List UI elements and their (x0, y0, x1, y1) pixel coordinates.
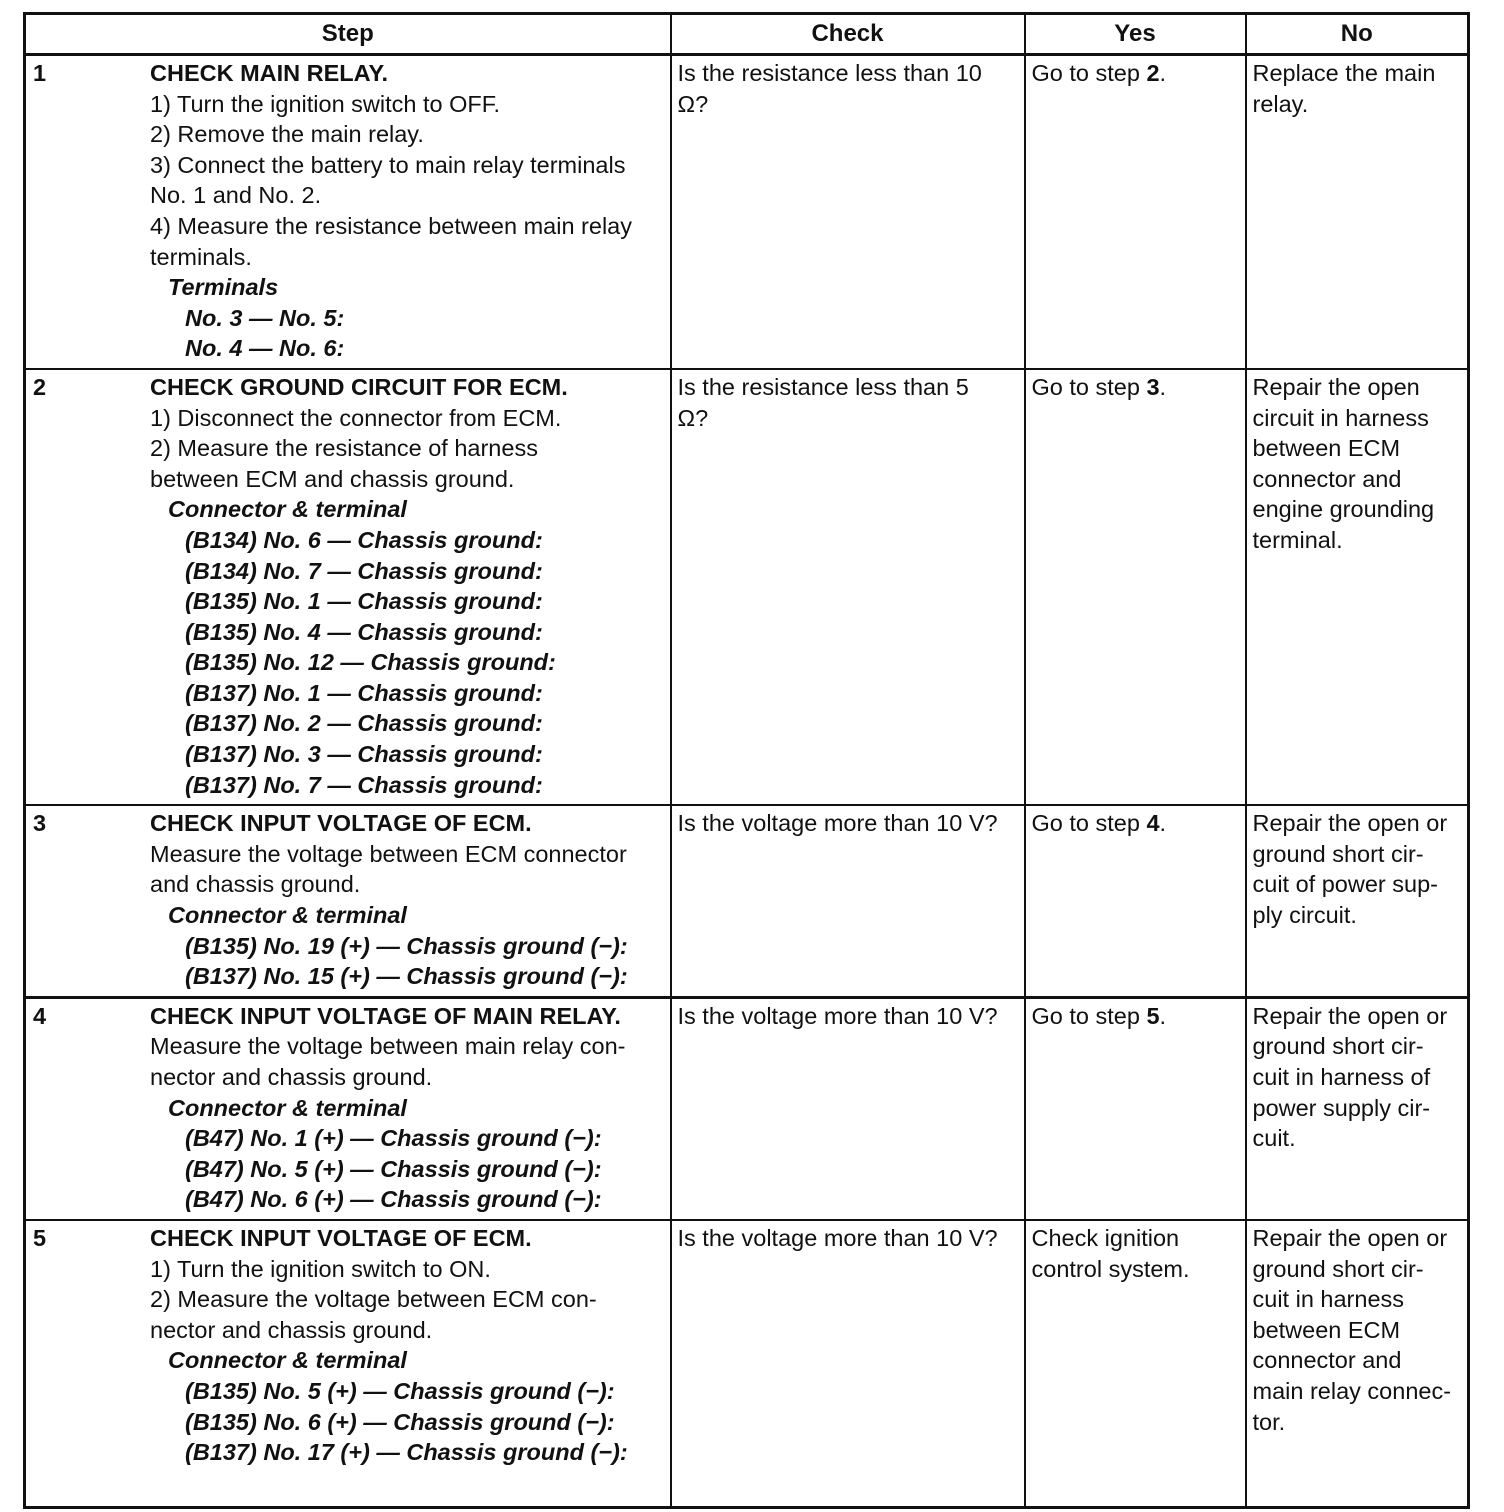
yes-step-ref: 2 (1146, 60, 1160, 86)
spec-line: (B137) No. 1 — Chassis ground: (185, 679, 543, 706)
no-line: Repair the open or (1252, 1002, 1448, 1029)
no-line: connector and (1252, 1347, 1402, 1374)
check-cell (671, 1220, 1025, 1508)
table-row (25, 805, 1469, 997)
yes-cell (1025, 997, 1246, 1220)
step-line: 2) Measure the voltage between ECM con- (150, 1286, 597, 1313)
step-line: 4) Measure the resistance between main relay (150, 212, 632, 239)
yes-step-ref: 4 (1146, 810, 1160, 837)
spec-line: (B134) No. 6 — Chassis ground: (185, 526, 543, 553)
spec-line: (B135) No. 12 — Chassis ground: (185, 649, 556, 676)
step-line: between ECM and chassis ground. (150, 465, 515, 492)
spec-line: (B135) No. 19 (+) — Chassis ground (−): (185, 932, 628, 959)
step-cell (25, 805, 671, 997)
step-line: 1) Turn the ignition switch to OFF. (150, 90, 501, 117)
no-line: relay. (1252, 90, 1309, 117)
no-cell (1246, 805, 1469, 997)
check-line: Is the resistance less than 5 (677, 373, 969, 400)
step-line: Measure the voltage between ECM connector (150, 840, 627, 867)
no-cell (1246, 997, 1469, 1220)
yes-step-ref: 5 (1146, 1002, 1160, 1029)
no-cell (1246, 1220, 1469, 1508)
step-number: 3 (33, 810, 47, 837)
no-cell (1246, 369, 1469, 805)
yes-cell (1025, 369, 1246, 805)
header-row (25, 14, 1469, 55)
check-cell (671, 805, 1025, 997)
spec-line: (B47) No. 6 (+) — Chassis ground (−): (185, 1186, 602, 1213)
diagnostic-table (23, 12, 1470, 1509)
yes-end: . (1159, 373, 1167, 400)
spec-line: (B137) No. 2 — Chassis ground: (185, 710, 543, 737)
spec-label: Connector & terminal (168, 1094, 407, 1121)
check-cell (671, 369, 1025, 805)
header-yes: Yes (1025, 14, 1246, 55)
table-row (25, 997, 1469, 1220)
spec-line: (B135) No. 6 (+) — Chassis ground (−): (185, 1408, 615, 1435)
table-row (25, 369, 1469, 805)
step-title: CHECK INPUT VOLTAGE OF ECM. (150, 1224, 532, 1251)
step-body (150, 372, 664, 800)
step-line: and chassis ground. (150, 871, 361, 898)
spec-line: (B137) No. 3 — Chassis ground: (185, 741, 543, 768)
step-cell (25, 55, 671, 369)
no-line: tor. (1252, 1408, 1286, 1435)
no-line: Repair the open or (1252, 1224, 1448, 1251)
check-line: Ω? (677, 404, 709, 431)
spec-label: Connector & terminal (168, 496, 407, 523)
no-line: power supply cir- (1252, 1094, 1431, 1121)
step-line: Measure the voltage between main relay con- (150, 1033, 626, 1060)
yes-end: . (1159, 810, 1167, 837)
yes-text: Go to step (1031, 60, 1147, 86)
check-cell (671, 55, 1025, 369)
step-line: 2) Remove the main relay. (150, 121, 424, 148)
step-body (150, 1223, 664, 1468)
spec-label: Terminals (168, 274, 279, 301)
no-line: main relay connec- (1252, 1377, 1452, 1404)
step-body (150, 808, 664, 992)
no-line: Replace the main (1252, 60, 1436, 86)
header-step: Step (25, 14, 671, 55)
spec-line: (B137) No. 15 (+) — Chassis ground (−): (185, 963, 628, 990)
no-line: between ECM (1252, 435, 1401, 462)
no-line: between ECM (1252, 1316, 1401, 1343)
spec-line: (B137) No. 17 (+) — Chassis ground (−): (185, 1439, 628, 1466)
yes-text: Go to step (1031, 373, 1147, 400)
step-body (150, 1001, 664, 1215)
yes-text: Go to step (1031, 810, 1147, 837)
step-line: nector and chassis ground. (150, 1316, 433, 1343)
step-title: CHECK INPUT VOLTAGE OF MAIN RELAY. (150, 1002, 621, 1029)
no-line: cuit of power sup- (1252, 871, 1438, 898)
no-line: ground short cir- (1252, 1255, 1424, 1282)
step-number: 1 (33, 60, 47, 86)
no-line: ground short cir- (1252, 840, 1424, 867)
step-number: 4 (33, 1002, 47, 1029)
spec-line: (B135) No. 5 (+) — Chassis ground (−): (185, 1377, 615, 1404)
spec-line: (B47) No. 1 (+) — Chassis ground (−): (185, 1125, 602, 1152)
step-cell (25, 369, 671, 805)
step-title: CHECK MAIN RELAY. (150, 60, 389, 86)
spec-line: (B137) No. 7 — Chassis ground: (185, 771, 543, 798)
step-cell (25, 1220, 671, 1508)
no-line: ground short cir- (1252, 1033, 1424, 1060)
check-line: Is the voltage more than 10 V? (677, 1224, 998, 1251)
step-line: nector and chassis ground. (150, 1064, 433, 1090)
spec-line: (B135) No. 4 — Chassis ground: (185, 618, 543, 645)
no-line: cuit. (1252, 1125, 1296, 1152)
step-title: CHECK INPUT VOLTAGE OF ECM. (150, 810, 532, 837)
no-line: connector and (1252, 465, 1402, 492)
step-line: terminals. (150, 243, 252, 270)
no-line: Repair the open or (1252, 810, 1448, 837)
no-line: cuit in harness of (1252, 1064, 1431, 1090)
yes-end: . (1159, 60, 1167, 86)
check-line: Is the voltage more than 10 V? (677, 1002, 998, 1029)
header-check: Check (671, 14, 1025, 55)
no-line: Repair the open (1252, 373, 1420, 400)
step-line: 1) Turn the ignition switch to ON. (150, 1255, 491, 1282)
no-line: cuit in harness (1252, 1286, 1405, 1313)
yes-step-ref: 3 (1146, 373, 1160, 400)
yes-cell (1025, 1220, 1246, 1508)
no-cell (1246, 55, 1469, 369)
table-row (25, 55, 1469, 369)
step-title: CHECK GROUND CIRCUIT FOR ECM. (150, 373, 568, 400)
spec-label: Connector & terminal (168, 1347, 407, 1374)
spec-line: No. 3 — No. 5: (185, 304, 345, 331)
yes-text: Go to step (1031, 1002, 1147, 1029)
check-cell (671, 997, 1025, 1220)
no-line: engine grounding (1252, 496, 1435, 523)
step-line: 3) Connect the battery to main relay terminals (150, 151, 626, 178)
step-line: No. 1 and No. 2. (150, 182, 322, 209)
check-line: Is the voltage more than 10 V? (677, 810, 998, 837)
spec-line: (B135) No. 1 — Chassis ground: (185, 588, 543, 615)
check-line: Ω? (677, 90, 709, 117)
yes-cell (1025, 805, 1246, 997)
step-cell (25, 997, 671, 1220)
spec-line: No. 4 — No. 6: (185, 335, 345, 362)
yes-end: . (1159, 1002, 1167, 1029)
yes-line: Check ignition (1031, 1224, 1180, 1251)
spec-line: (B47) No. 5 (+) — Chassis ground (−): (185, 1155, 602, 1182)
step-line: 1) Disconnect the connector from ECM. (150, 404, 562, 431)
spec-label: Connector & terminal (168, 902, 407, 929)
check-line: Is the resistance less than 10 (677, 60, 982, 86)
step-number: 5 (33, 1224, 47, 1251)
no-line: terminal. (1252, 526, 1343, 553)
no-line: ply circuit. (1252, 902, 1357, 929)
no-line: circuit in harness (1252, 404, 1429, 431)
spec-line: (B134) No. 7 — Chassis ground: (185, 557, 543, 584)
yes-cell (1025, 55, 1246, 369)
step-number: 2 (33, 373, 47, 400)
step-line: 2) Measure the resistance of harness (150, 435, 538, 462)
table-row (25, 1220, 1469, 1508)
yes-line: control system. (1031, 1255, 1190, 1282)
header-no: No (1246, 14, 1469, 55)
step-body (150, 58, 664, 364)
